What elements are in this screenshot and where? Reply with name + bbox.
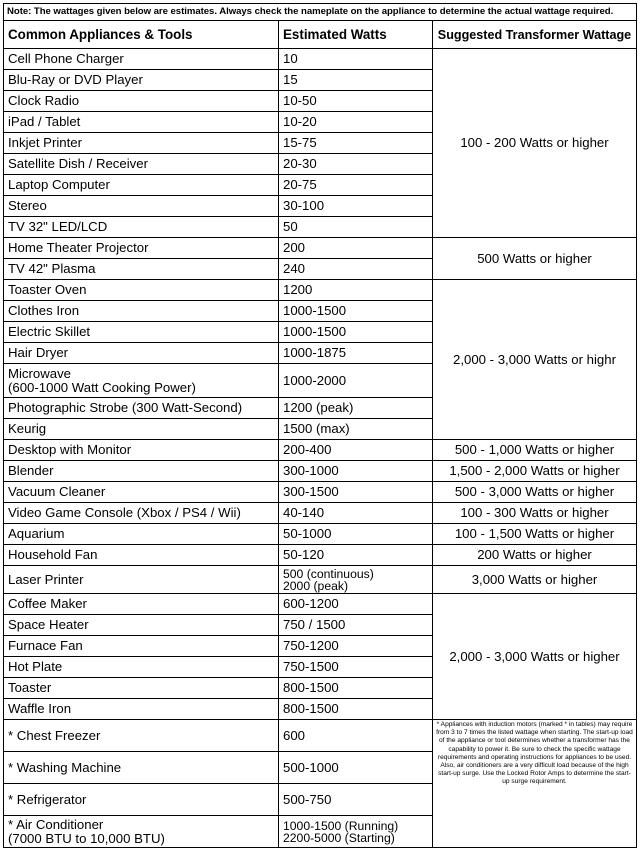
appliance-cell — [4, 112, 279, 133]
appliance-cell — [4, 752, 279, 784]
cell-line: 500-1000 — [283, 759, 339, 775]
cell-line: 10-20 — [283, 114, 317, 129]
cell-line: 20-75 — [283, 177, 317, 192]
watts-cell — [279, 419, 433, 440]
cell-line: Satellite Dish / Receiver — [8, 156, 148, 171]
watts-cell — [279, 524, 433, 545]
appliance-cell — [4, 461, 279, 482]
cell-line: 1200 — [283, 282, 313, 297]
cell-line: 240 — [283, 261, 306, 276]
watts-cell — [279, 503, 433, 524]
watts-cell — [279, 175, 433, 196]
cell-line: Hot Plate — [8, 659, 63, 674]
watts-cell — [279, 154, 433, 175]
cell-line: Desktop with Monitor — [8, 442, 132, 457]
appliance-cell — [4, 49, 279, 70]
cell-line: 1000-1500 (Running) — [283, 818, 399, 833]
cell-line: 40-140 — [283, 505, 325, 520]
watts-cell — [279, 816, 433, 848]
watts-cell — [279, 238, 433, 259]
cell-line: 200 — [283, 240, 306, 255]
appliance-cell — [4, 133, 279, 154]
cell-line: 50-120 — [283, 547, 325, 562]
watts-cell — [279, 784, 433, 816]
table-row — [4, 280, 637, 301]
appliance-cell — [4, 322, 279, 343]
cell-line: Space Heater — [8, 617, 89, 632]
cell-line: Hair Dryer — [8, 345, 69, 360]
watts-cell — [279, 343, 433, 364]
cell-line: 500 (continuous) — [283, 566, 374, 581]
appliance-cell — [4, 636, 279, 657]
cell-line: 15 — [283, 72, 298, 87]
watts-cell — [279, 70, 433, 91]
cell-line: 2200-5000 (Starting) — [283, 830, 395, 845]
cell-line: Photographic Strobe (300 Watt-Second) — [8, 400, 243, 415]
cell-line: 1000-1500 — [283, 303, 347, 318]
cell-line: Blender — [8, 463, 54, 478]
watts-cell — [279, 678, 433, 699]
watts-cell — [279, 657, 433, 678]
cell-line: * Refrigerator — [8, 791, 87, 807]
appliance-cell — [4, 594, 279, 615]
appliance-cell — [4, 238, 279, 259]
cell-line: Clock Radio — [8, 93, 80, 108]
appliance-cell — [4, 259, 279, 280]
appliance-cell — [4, 175, 279, 196]
cell-line: 50 — [283, 219, 298, 234]
cell-line: * Chest Freezer — [8, 727, 101, 743]
appliance-cell — [4, 91, 279, 112]
appliance-cell — [4, 196, 279, 217]
appliance-cell — [4, 419, 279, 440]
watts-cell — [279, 752, 433, 784]
appliance-cell — [4, 70, 279, 91]
watts-cell — [279, 133, 433, 154]
cell-line: Furnace Fan — [8, 638, 83, 653]
cell-line: 1000-1875 — [283, 345, 347, 360]
appliance-cell — [4, 154, 279, 175]
watts-cell — [279, 259, 433, 280]
cell-line: Stereo — [8, 198, 47, 213]
appliance-cell — [4, 816, 279, 848]
watts-cell — [279, 699, 433, 720]
cell-line: Coffee Maker — [8, 596, 87, 611]
cell-line: (7000 BTU to 10,000 BTU) — [8, 830, 165, 846]
cell-line: 50-1000 — [283, 526, 332, 541]
appliance-cell — [4, 343, 279, 364]
appliance-cell — [4, 280, 279, 301]
appliance-cell — [4, 615, 279, 636]
watts-cell — [279, 217, 433, 238]
cell-line: 750-1500 — [283, 659, 339, 674]
cell-line: 800-1500 — [283, 701, 339, 716]
appliance-cell — [4, 301, 279, 322]
watts-cell — [279, 112, 433, 133]
watts-cell — [279, 566, 433, 594]
header-suggested-wattage: Suggested Transformer Wattage — [433, 21, 637, 49]
cell-line: * Air Conditioner — [8, 816, 104, 832]
header-row — [4, 21, 637, 49]
watts-cell — [279, 440, 433, 461]
cell-line: 1000-1500 — [283, 324, 347, 339]
cell-line: TV 42" Plasma — [8, 261, 96, 276]
watts-cell — [279, 322, 433, 343]
cell-line: Waffle Iron — [8, 701, 72, 716]
watts-cell — [279, 594, 433, 615]
watts-cell — [279, 49, 433, 70]
cell-line: Electric Skillet — [8, 324, 91, 339]
cell-line: Aquarium — [8, 526, 65, 541]
appliance-cell — [4, 364, 279, 398]
cell-line: 10-50 — [283, 93, 317, 108]
appliance-cell — [4, 524, 279, 545]
suggested-wattage-cell: 500 Watts or higher — [433, 238, 637, 280]
watts-cell — [279, 398, 433, 419]
table-row — [4, 49, 637, 70]
wattage-table — [3, 3, 637, 848]
table-row — [4, 545, 637, 566]
appliance-cell — [4, 482, 279, 503]
watts-cell — [279, 482, 433, 503]
appliance-cell — [4, 784, 279, 816]
cell-line: Blu-Ray or DVD Player — [8, 72, 143, 87]
cell-line: 1000-2000 — [283, 372, 347, 388]
cell-line: Inkjet Printer — [8, 135, 83, 150]
table-row — [4, 440, 637, 461]
watts-cell — [279, 545, 433, 566]
suggested-wattage-cell: 200 Watts or higher — [433, 545, 637, 566]
cell-line: 1500 (max) — [283, 421, 350, 436]
suggested-wattage-cell: 100 - 200 Watts or higher — [433, 49, 637, 238]
cell-line: iPad / Tablet — [8, 114, 81, 129]
cell-line: (600-1000 Watt Cooking Power) — [8, 379, 196, 395]
cell-line: Household Fan — [8, 547, 98, 562]
table-row — [4, 238, 637, 259]
appliance-cell — [4, 720, 279, 752]
appliance-cell — [4, 440, 279, 461]
table-row — [4, 461, 637, 482]
cell-line: 300-1000 — [283, 463, 339, 478]
watts-cell — [279, 615, 433, 636]
estimate-note: Note: The wattages given below are estimates. Always check the nameplate on the appliance to determine the actual wattage required. — [4, 4, 637, 21]
header-estimated-watts: Estimated Watts — [279, 21, 433, 49]
table-row — [4, 482, 637, 503]
table-row — [4, 566, 637, 594]
watts-cell — [279, 720, 433, 752]
cell-line: Laptop Computer — [8, 177, 110, 192]
appliance-cell — [4, 657, 279, 678]
cell-line: 500-750 — [283, 791, 332, 807]
suggested-wattage-cell: 100 - 300 Watts or higher — [433, 503, 637, 524]
cell-line: * Washing Machine — [8, 759, 122, 775]
cell-line: Video Game Console (Xbox / PS4 / Wii) — [8, 505, 241, 520]
appliance-cell — [4, 217, 279, 238]
table-row — [4, 524, 637, 545]
cell-line: TV 32" LED/LCD — [8, 219, 108, 234]
cell-line: Microwave — [8, 365, 72, 381]
table-row — [4, 594, 637, 615]
appliance-cell — [4, 678, 279, 699]
suggested-wattage-cell: 2,000 - 3,000 Watts or highr — [433, 280, 637, 440]
cell-line: 600 — [283, 727, 306, 743]
appliance-cell — [4, 398, 279, 419]
appliance-cell — [4, 699, 279, 720]
cell-line: Toaster — [8, 680, 52, 695]
cell-line: 750-1200 — [283, 638, 339, 653]
cell-line: 2000 (peak) — [283, 578, 349, 593]
cell-line: 600-1200 — [283, 596, 339, 611]
cell-line: Cell Phone Charger — [8, 51, 124, 66]
cell-line: 300-1500 — [283, 484, 339, 499]
cell-line: 15-75 — [283, 135, 317, 150]
suggested-wattage-cell: 2,000 - 3,000 Watts or higher — [433, 594, 637, 720]
cell-line: 30-100 — [283, 198, 325, 213]
cell-line: Laser Printer — [8, 571, 84, 587]
watts-cell — [279, 301, 433, 322]
appliance-cell — [4, 566, 279, 594]
cell-line: 800-1500 — [283, 680, 339, 695]
cell-line: Keurig — [8, 421, 47, 436]
suggested-wattage-cell: 500 - 1,000 Watts or higher — [433, 440, 637, 461]
appliance-cell — [4, 545, 279, 566]
cell-line: 10 — [283, 51, 298, 66]
suggested-wattage-cell: 1,500 - 2,000 Watts or higher — [433, 461, 637, 482]
note-row — [4, 4, 637, 21]
cell-line: Toaster Oven — [8, 282, 87, 297]
watts-cell — [279, 280, 433, 301]
appliance-cell — [4, 503, 279, 524]
cell-line: 1200 (peak) — [283, 400, 354, 415]
table-row — [4, 720, 637, 752]
suggested-wattage-cell: 500 - 3,000 Watts or higher — [433, 482, 637, 503]
cell-line: Clothes Iron — [8, 303, 80, 318]
watts-cell — [279, 636, 433, 657]
induction-motor-footnote: * Appliances with induction motors (marked * in tables) may require from 3 to 7 times the listed wattage when starting. The start-up load of the appliance or tool determines whether a transformer has the capability to power it. Be sure to check the specific wattage requirements and operating instructions for appliances to be used. Also, air conditioners are a very difficult load because of the high start-up surge. Use the Locked Rotor Amps to determine the start-up surge requirement. — [433, 720, 637, 848]
watts-cell — [279, 461, 433, 482]
cell-line: 20-30 — [283, 156, 317, 171]
header-appliances: Common Appliances & Tools — [4, 21, 279, 49]
watts-cell — [279, 364, 433, 398]
cell-line: 750 / 1500 — [283, 617, 346, 632]
watts-cell — [279, 91, 433, 112]
suggested-wattage-cell: 100 - 1,500 Watts or higher — [433, 524, 637, 545]
cell-line: Home Theater Projector — [8, 240, 149, 255]
watts-cell — [279, 196, 433, 217]
cell-line: 200-400 — [283, 442, 332, 457]
cell-line: Vacuum Cleaner — [8, 484, 106, 499]
suggested-wattage-cell: 3,000 Watts or higher — [433, 566, 637, 594]
table-row — [4, 503, 637, 524]
